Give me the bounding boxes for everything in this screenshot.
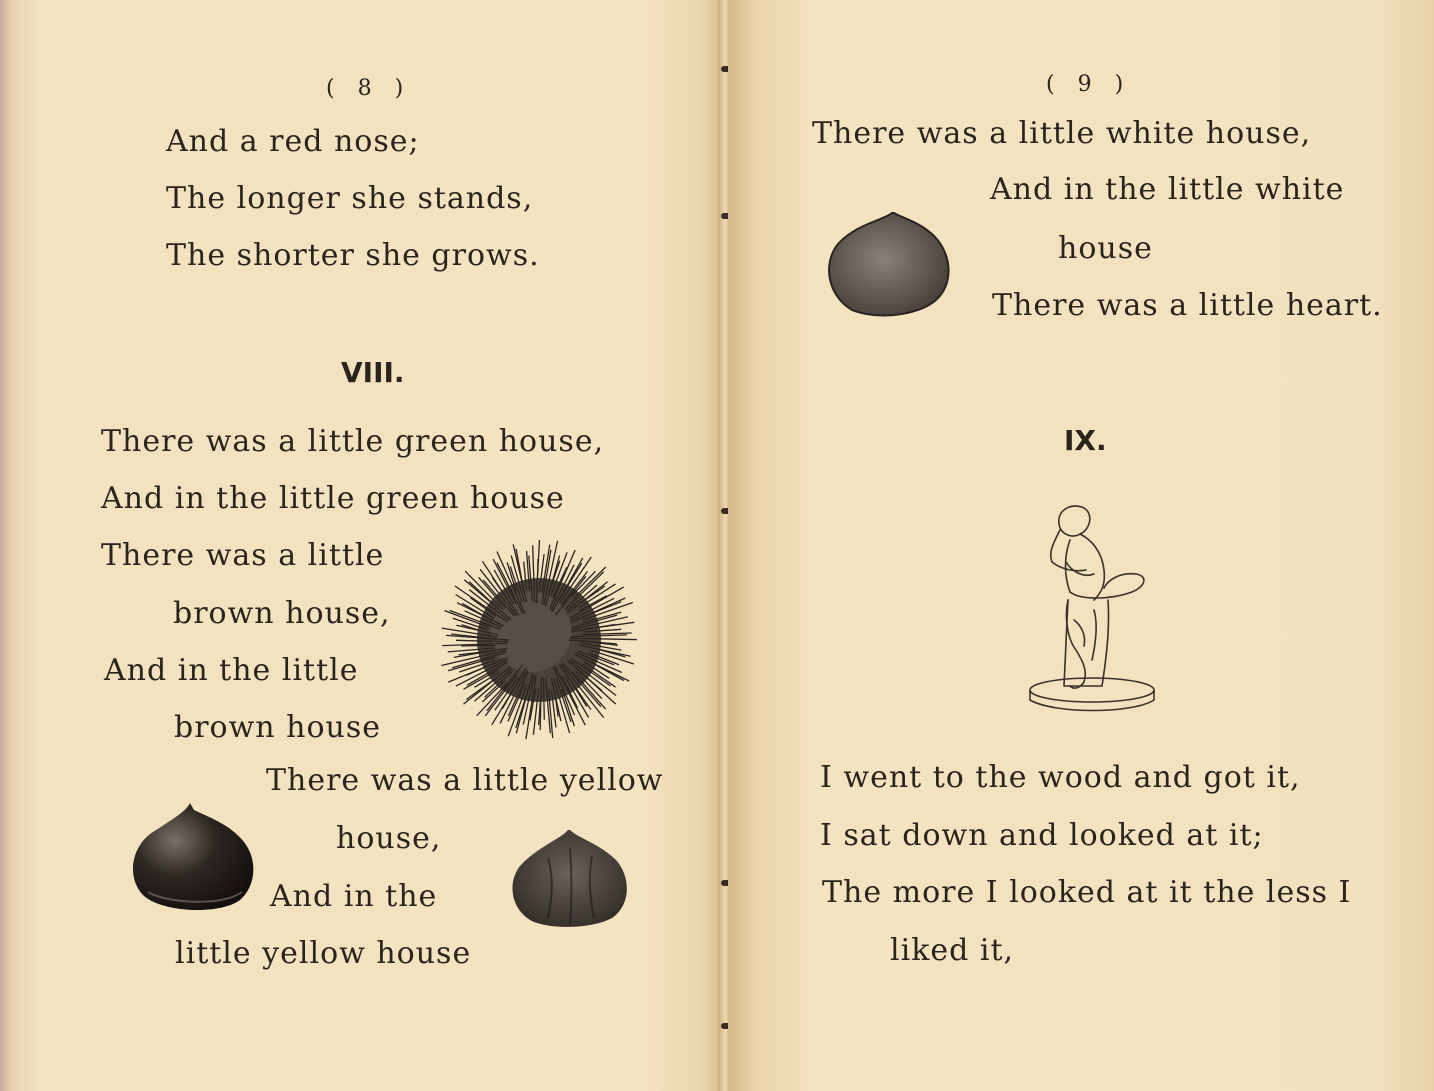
nut-kernel-illustration [508, 828, 632, 928]
verse-line: liked it, [890, 933, 1015, 968]
verse-line: house, [336, 821, 442, 856]
statue-illustration [1024, 500, 1164, 716]
section-heading: IX. [1064, 424, 1107, 457]
verse-line: The longer she stands, [166, 181, 534, 216]
chestnut-burr-illustration [436, 536, 642, 746]
chestnut-illustration [128, 800, 258, 918]
verse-line: There was a little white house, [812, 116, 1312, 151]
verse-line: little yellow house [175, 936, 472, 971]
verse-line: And in the [270, 879, 438, 914]
verse-line: And in the little [104, 653, 359, 688]
right-page [728, 0, 1434, 1091]
verse-line: house [1058, 231, 1153, 266]
verse-line: There was a little [101, 538, 385, 573]
verse-line: I went to the wood and got it, [820, 760, 1301, 795]
verse-line: And in the little white [990, 172, 1345, 207]
page-number: ( 9 ) [1046, 72, 1132, 97]
walnut-illustration [826, 210, 954, 320]
verse-line: And in the little green house [101, 481, 565, 516]
verse-line: There was a little green house, [101, 424, 605, 459]
page-number: ( 8 ) [326, 76, 412, 101]
verse-line: I sat down and looked at it; [820, 818, 1264, 853]
verse-line: The more I looked at it the less I [822, 875, 1352, 910]
verse-line: There was a little heart. [992, 288, 1383, 323]
verse-line: There was a little yellow [266, 763, 664, 798]
verse-line: brown house, [173, 596, 391, 631]
section-heading: VIII. [341, 356, 405, 389]
verse-line: And a red nose; [166, 124, 420, 159]
verse-line: brown house [174, 710, 381, 745]
verse-line: The shorter she grows. [166, 238, 540, 273]
